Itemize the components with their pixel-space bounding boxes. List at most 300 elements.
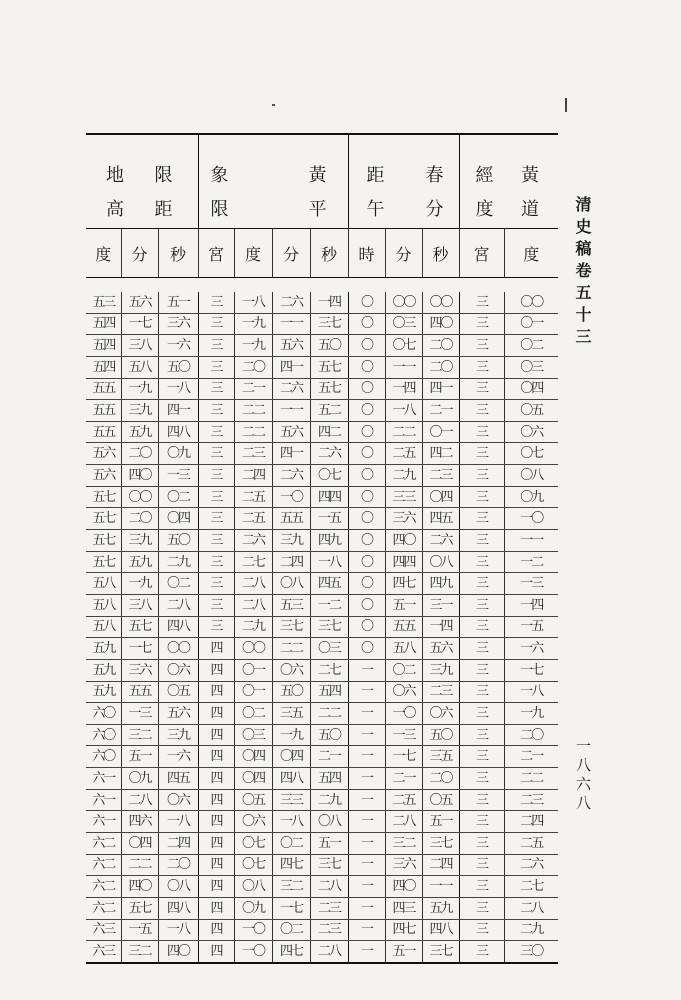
table-cell: 三 [459, 573, 504, 595]
table-cell: 一九 [234, 313, 272, 335]
table-row [86, 594, 558, 616]
table-cell: 五〇 [158, 530, 198, 552]
table-cell: 五九 [121, 551, 158, 573]
table-cell: 三 [459, 594, 504, 616]
table-cell: 〇七 [310, 465, 348, 487]
header-char: 距 [154, 198, 174, 220]
table-cell: 三 [459, 443, 504, 465]
table-cell: 四八 [158, 616, 198, 638]
table-cell: 四〇 [158, 941, 198, 963]
table-cell: 一 [348, 703, 385, 725]
table-cell: 三 [459, 876, 504, 898]
table-cell: 六〇 [86, 746, 121, 768]
table-cell: 四 [198, 768, 234, 790]
table-cell: 二二 [385, 421, 422, 443]
table-cell: 〇三 [385, 313, 422, 335]
table-cell: 三三 [385, 486, 422, 508]
table-cell: 五四 [310, 768, 348, 790]
table-cell: 六〇 [86, 724, 121, 746]
table-cell: 五六 [272, 421, 310, 443]
table-cell: 三 [459, 854, 504, 876]
table-cell: 一七 [121, 638, 158, 660]
table-cell: 〇二 [385, 659, 422, 681]
table-cell: 五六 [422, 638, 459, 660]
table-row [86, 833, 558, 855]
table-cell: 四 [198, 833, 234, 855]
table-row [86, 746, 558, 768]
table-cell: 四 [198, 724, 234, 746]
table-row [86, 292, 558, 313]
table-cell: 五九 [86, 681, 121, 703]
table-row [86, 551, 558, 573]
table-cell: 四六 [121, 811, 158, 833]
table-cell: 三 [459, 465, 504, 487]
table-row [86, 443, 558, 465]
table-cell: 二一 [234, 378, 272, 400]
table-cell: 三二 [272, 876, 310, 898]
column-unit-header: 度 [504, 229, 558, 278]
table-cell: 〇 [348, 400, 385, 422]
table-cell: 二八 [504, 897, 558, 919]
header-char: 經 [475, 165, 495, 186]
table-cell: 三九 [158, 724, 198, 746]
table-cell: 〇 [348, 551, 385, 573]
table-cell: 四八 [272, 768, 310, 790]
table-cell: 〇一 [234, 681, 272, 703]
table-cell: 〇七 [504, 443, 558, 465]
table-cell: 五五 [121, 681, 158, 703]
table-cell: 四 [198, 854, 234, 876]
table-cell: 五二 [310, 400, 348, 422]
table-cell: 〇七 [234, 833, 272, 855]
table-cell: 〇五 [234, 789, 272, 811]
table-cell: 二四 [234, 465, 272, 487]
table-cell: 〇六 [422, 703, 459, 725]
table-cell: 三 [459, 833, 504, 855]
table-cell: 三六 [121, 659, 158, 681]
table-cell: 三 [459, 746, 504, 768]
table-cell: 〇一 [234, 659, 272, 681]
table-cell: 三 [459, 313, 504, 335]
table-row [86, 703, 558, 725]
table-cell: 六一 [86, 768, 121, 790]
table-row [86, 465, 558, 487]
table-cell: 〇六 [272, 659, 310, 681]
table-cell: 一 [348, 724, 385, 746]
table-cell: 二一 [504, 746, 558, 768]
table-cell: 三 [198, 465, 234, 487]
table-cell: 〇四 [234, 746, 272, 768]
table-cell: 五七 [86, 508, 121, 530]
table-cell: 二九 [234, 616, 272, 638]
table-cell: 三三 [272, 789, 310, 811]
chapter-title: 清史稿卷五十三 [573, 196, 592, 350]
table-cell: 五四 [86, 313, 121, 335]
page-number: 一八六八 [574, 738, 592, 814]
table-cell: 一 [348, 897, 385, 919]
column-unit-header: 宮 [459, 229, 504, 278]
table-body [86, 292, 558, 963]
header-spacer [86, 278, 558, 293]
table-row [86, 638, 558, 660]
table-cell: 四七 [272, 854, 310, 876]
table-cell: 〇〇 [234, 638, 272, 660]
table-cell: 三 [198, 421, 234, 443]
table-cell: 五八 [86, 594, 121, 616]
table-cell: 三 [459, 789, 504, 811]
table-cell: 二八 [158, 594, 198, 616]
table-cell: 一九 [504, 703, 558, 725]
table-cell: 五五 [86, 400, 121, 422]
header-row-1 [86, 134, 558, 187]
table-cell: 一三 [504, 573, 558, 595]
table-cell: 〇二 [272, 833, 310, 855]
column-unit-header: 時 [348, 229, 385, 278]
table-cell: 一四 [504, 594, 558, 616]
table-cell: 六三 [86, 919, 121, 941]
table-cell: 五〇 [158, 356, 198, 378]
table-cell: 一七 [272, 897, 310, 919]
table-cell: 二八 [385, 811, 422, 833]
table-cell: 二八 [310, 876, 348, 898]
header-char: 限 [210, 198, 230, 220]
header-char: 午 [366, 198, 386, 220]
table-cell: 一四 [422, 616, 459, 638]
table-cell: 三 [198, 443, 234, 465]
table-cell: 〇四 [422, 486, 459, 508]
table-cell: 三六 [158, 313, 198, 335]
table-cell: 二〇 [422, 335, 459, 357]
table-cell: 一九 [121, 378, 158, 400]
table-cell: 〇八 [158, 876, 198, 898]
table-cell: 二三 [310, 919, 348, 941]
table-cell: 三七 [422, 941, 459, 963]
table-cell: 二二 [504, 768, 558, 790]
table-cell: 〇九 [121, 768, 158, 790]
table-cell: 四二 [310, 421, 348, 443]
header-char: 象 [210, 165, 230, 186]
table-cell: 〇二 [158, 486, 198, 508]
table-cell: 一 [348, 876, 385, 898]
header-char: 平 [308, 198, 328, 220]
table-cell: 〇四 [121, 833, 158, 855]
table-cell: 一四 [310, 292, 348, 313]
table-cell: 二五 [234, 486, 272, 508]
table-cell: 四四 [310, 486, 348, 508]
table-cell: 五三 [272, 594, 310, 616]
table-cell: 三七 [310, 854, 348, 876]
table-cell: 五六 [272, 335, 310, 357]
table-cell: 一五 [310, 508, 348, 530]
table-cell: 一 [348, 768, 385, 790]
table-cell: 三 [198, 530, 234, 552]
table-cell: 二一 [385, 768, 422, 790]
table-cell: 三五 [272, 703, 310, 725]
column-unit-header: 秒 [422, 229, 459, 278]
table-cell: 三二 [121, 724, 158, 746]
table-cell: 三八 [121, 594, 158, 616]
table-cell: 四九 [310, 530, 348, 552]
table-cell: 二六 [310, 443, 348, 465]
table-cell: 五九 [86, 659, 121, 681]
table-cell: 〇三 [234, 724, 272, 746]
table-cell: 三七 [310, 616, 348, 638]
table-row [86, 508, 558, 530]
table-cell: 〇七 [385, 335, 422, 357]
table-cell: 二八 [234, 594, 272, 616]
table-cell: 〇 [348, 573, 385, 595]
table-cell: 一〇 [385, 703, 422, 725]
table-cell: 三 [459, 811, 504, 833]
table-cell: 三 [198, 292, 234, 313]
table-cell: 五〇 [310, 335, 348, 357]
table-cell: 二〇 [422, 768, 459, 790]
table-cell: 五七 [86, 486, 121, 508]
table-cell: 〇二 [158, 573, 198, 595]
table-row [86, 768, 558, 790]
table-cell: 三 [198, 378, 234, 400]
table-cell: 三 [198, 594, 234, 616]
ink-speck [272, 104, 275, 106]
table-cell: 三二 [121, 941, 158, 963]
table-cell: 〇 [348, 638, 385, 660]
table-cell: 〇 [348, 313, 385, 335]
table-cell: 三七 [422, 833, 459, 855]
table-cell: 一一 [272, 400, 310, 422]
table-cell: 三 [459, 638, 504, 660]
table-cell: 四八 [422, 919, 459, 941]
table-cell: 一五 [121, 919, 158, 941]
table-cell: 一六 [158, 746, 198, 768]
header-row-2 [86, 187, 558, 229]
table-cell: 三 [459, 681, 504, 703]
column-unit-header: 度 [234, 229, 272, 278]
table-cell: 一〇 [504, 508, 558, 530]
table-cell: 一一 [385, 356, 422, 378]
table-cell: 三 [198, 508, 234, 530]
table-cell: 三 [459, 616, 504, 638]
table-cell: 四 [198, 746, 234, 768]
header-char: 距 [366, 165, 386, 186]
table-cell: 三七 [310, 313, 348, 335]
table-cell: 三 [198, 400, 234, 422]
table-cell: 一一 [504, 530, 558, 552]
table-cell: 二三 [422, 465, 459, 487]
table-cell: 四 [198, 897, 234, 919]
ink-tick [565, 98, 567, 112]
table-cell: 一八 [504, 681, 558, 703]
table-cell: 一八 [158, 811, 198, 833]
table-cell: 六一 [86, 811, 121, 833]
table-cell: 五七 [86, 551, 121, 573]
table-cell: 〇二 [272, 919, 310, 941]
table-cell: 〇九 [158, 443, 198, 465]
table-cell: 〇八 [234, 876, 272, 898]
table-cell: 四三 [385, 897, 422, 919]
table-cell: 二八 [121, 789, 158, 811]
table-cell: 二七 [504, 876, 558, 898]
table-cell: 四〇 [422, 313, 459, 335]
table-cell: 二四 [504, 811, 558, 833]
table-row [86, 616, 558, 638]
table-cell: 二三 [310, 897, 348, 919]
table-cell: 三 [198, 616, 234, 638]
table-cell: 〇八 [310, 811, 348, 833]
table-cell: 三五 [422, 746, 459, 768]
table-cell: 一 [348, 811, 385, 833]
table-cell: 一 [348, 789, 385, 811]
table-cell: 五九 [422, 897, 459, 919]
column-unit-header: 分 [272, 229, 310, 278]
table-cell: 〇 [348, 443, 385, 465]
table-row [86, 356, 558, 378]
table-cell: 〇六 [158, 659, 198, 681]
table-cell: 二五 [385, 443, 422, 465]
table-row [86, 724, 558, 746]
table-cell: 二三 [504, 789, 558, 811]
header-char: 高 [106, 198, 125, 220]
column-unit-header: 分 [121, 229, 158, 278]
table-row [86, 530, 558, 552]
table-cell: 一 [348, 659, 385, 681]
table-cell: 四八 [158, 421, 198, 443]
table-cell: 三 [198, 573, 234, 595]
table-cell: 〇四 [234, 768, 272, 790]
table-cell: 三九 [121, 530, 158, 552]
table-cell: 五四 [86, 356, 121, 378]
table-cell: 二二 [234, 421, 272, 443]
table-cell: 三九 [422, 659, 459, 681]
table-cell: 一三 [121, 703, 158, 725]
table-cell: 三六 [385, 508, 422, 530]
column-unit-header: 度 [95, 244, 112, 264]
table-cell: 〇五 [158, 681, 198, 703]
ephemeris-table [86, 133, 558, 964]
table-cell: 〇五 [422, 789, 459, 811]
table-cell: 二二 [310, 703, 348, 725]
table-cell: 五五 [272, 508, 310, 530]
table-cell: 二九 [310, 789, 348, 811]
table-cell: 二一 [310, 746, 348, 768]
table-cell: 〇三 [310, 638, 348, 660]
table-cell: 〇二 [234, 703, 272, 725]
table-cell: 六二 [86, 897, 121, 919]
table-cell: 六二 [86, 833, 121, 855]
table-cell: 四五 [310, 573, 348, 595]
table-cell: 四七 [385, 573, 422, 595]
table-cell: 四一 [422, 378, 459, 400]
table-cell: 二三 [234, 443, 272, 465]
table-cell: 四一 [158, 400, 198, 422]
table-cell: 一三 [158, 465, 198, 487]
table-cell: 二九 [158, 551, 198, 573]
table-row [86, 811, 558, 833]
table-cell: 五七 [121, 897, 158, 919]
table-cell: 四 [198, 876, 234, 898]
table-cell: 五八 [86, 616, 121, 638]
table-cell: 三 [459, 508, 504, 530]
table-cell: 五五 [86, 421, 121, 443]
table-cell: 〇四 [504, 378, 558, 400]
table-cell: 〇一 [422, 421, 459, 443]
table-cell: 一二 [504, 551, 558, 573]
table-cell: 三 [459, 768, 504, 790]
table-cell: 三 [459, 897, 504, 919]
table-cell: 〇 [348, 594, 385, 616]
table-cell: 〇〇 [422, 292, 459, 313]
table-cell: 一一 [422, 876, 459, 898]
table-cell: 二〇 [121, 508, 158, 530]
table-cell: 〇四 [272, 746, 310, 768]
table-cell: 二二 [121, 854, 158, 876]
table-cell: 二五 [234, 508, 272, 530]
table-cell: 五七 [310, 378, 348, 400]
table-cell: 〇七 [234, 854, 272, 876]
table-cell: 一八 [158, 919, 198, 941]
table-row [86, 378, 558, 400]
table-cell: 一五 [504, 616, 558, 638]
table-cell: 三 [459, 335, 504, 357]
column-unit-header: 分 [385, 229, 422, 278]
table-cell: 二二 [234, 400, 272, 422]
table-cell: 一三 [385, 724, 422, 746]
table-cell: 一八 [310, 551, 348, 573]
table-cell: 一七 [385, 746, 422, 768]
table-cell: 三六 [385, 854, 422, 876]
table-cell: 三 [459, 292, 504, 313]
table-cell: 五七 [310, 356, 348, 378]
table-cell: 一一 [272, 313, 310, 335]
table-cell: 二六 [272, 292, 310, 313]
table-cell: 五一 [310, 833, 348, 855]
table-cell: 〇 [348, 465, 385, 487]
table-cell: 二六 [272, 378, 310, 400]
table-cell: 四〇 [121, 465, 158, 487]
table-cell: 二九 [385, 465, 422, 487]
table-cell: 二七 [310, 659, 348, 681]
table-cell: 四〇 [121, 876, 158, 898]
table-cell: 四 [198, 919, 234, 941]
table-cell: 五一 [385, 941, 422, 963]
table-cell: 五五 [385, 616, 422, 638]
table-cell: 四九 [422, 573, 459, 595]
table-cell: 五八 [385, 638, 422, 660]
table-cell: 二五 [504, 833, 558, 855]
table-cell: 五六 [121, 292, 158, 313]
table-cell: 三 [459, 421, 504, 443]
table-cell: 〇二 [504, 335, 558, 357]
table-cell: 四〇 [385, 876, 422, 898]
table-cell: 三一 [422, 594, 459, 616]
table-cell: 一八 [385, 400, 422, 422]
table-cell: 一〇 [272, 486, 310, 508]
table-cell: 五四 [310, 681, 348, 703]
table-cell: 〇五 [504, 400, 558, 422]
table-cell: 〇三 [504, 356, 558, 378]
table-cell: 一八 [234, 292, 272, 313]
table-cell: 三 [459, 486, 504, 508]
table-cell: 四 [198, 789, 234, 811]
table-cell: 〇九 [504, 486, 558, 508]
table-row [86, 313, 558, 335]
table-cell: 四 [198, 638, 234, 660]
table-row [86, 573, 558, 595]
table-cell: 〇〇 [385, 292, 422, 313]
table-row [86, 789, 558, 811]
table-cell: 〇一 [504, 313, 558, 335]
table-cell: 四 [198, 659, 234, 681]
table-cell: 三九 [121, 400, 158, 422]
